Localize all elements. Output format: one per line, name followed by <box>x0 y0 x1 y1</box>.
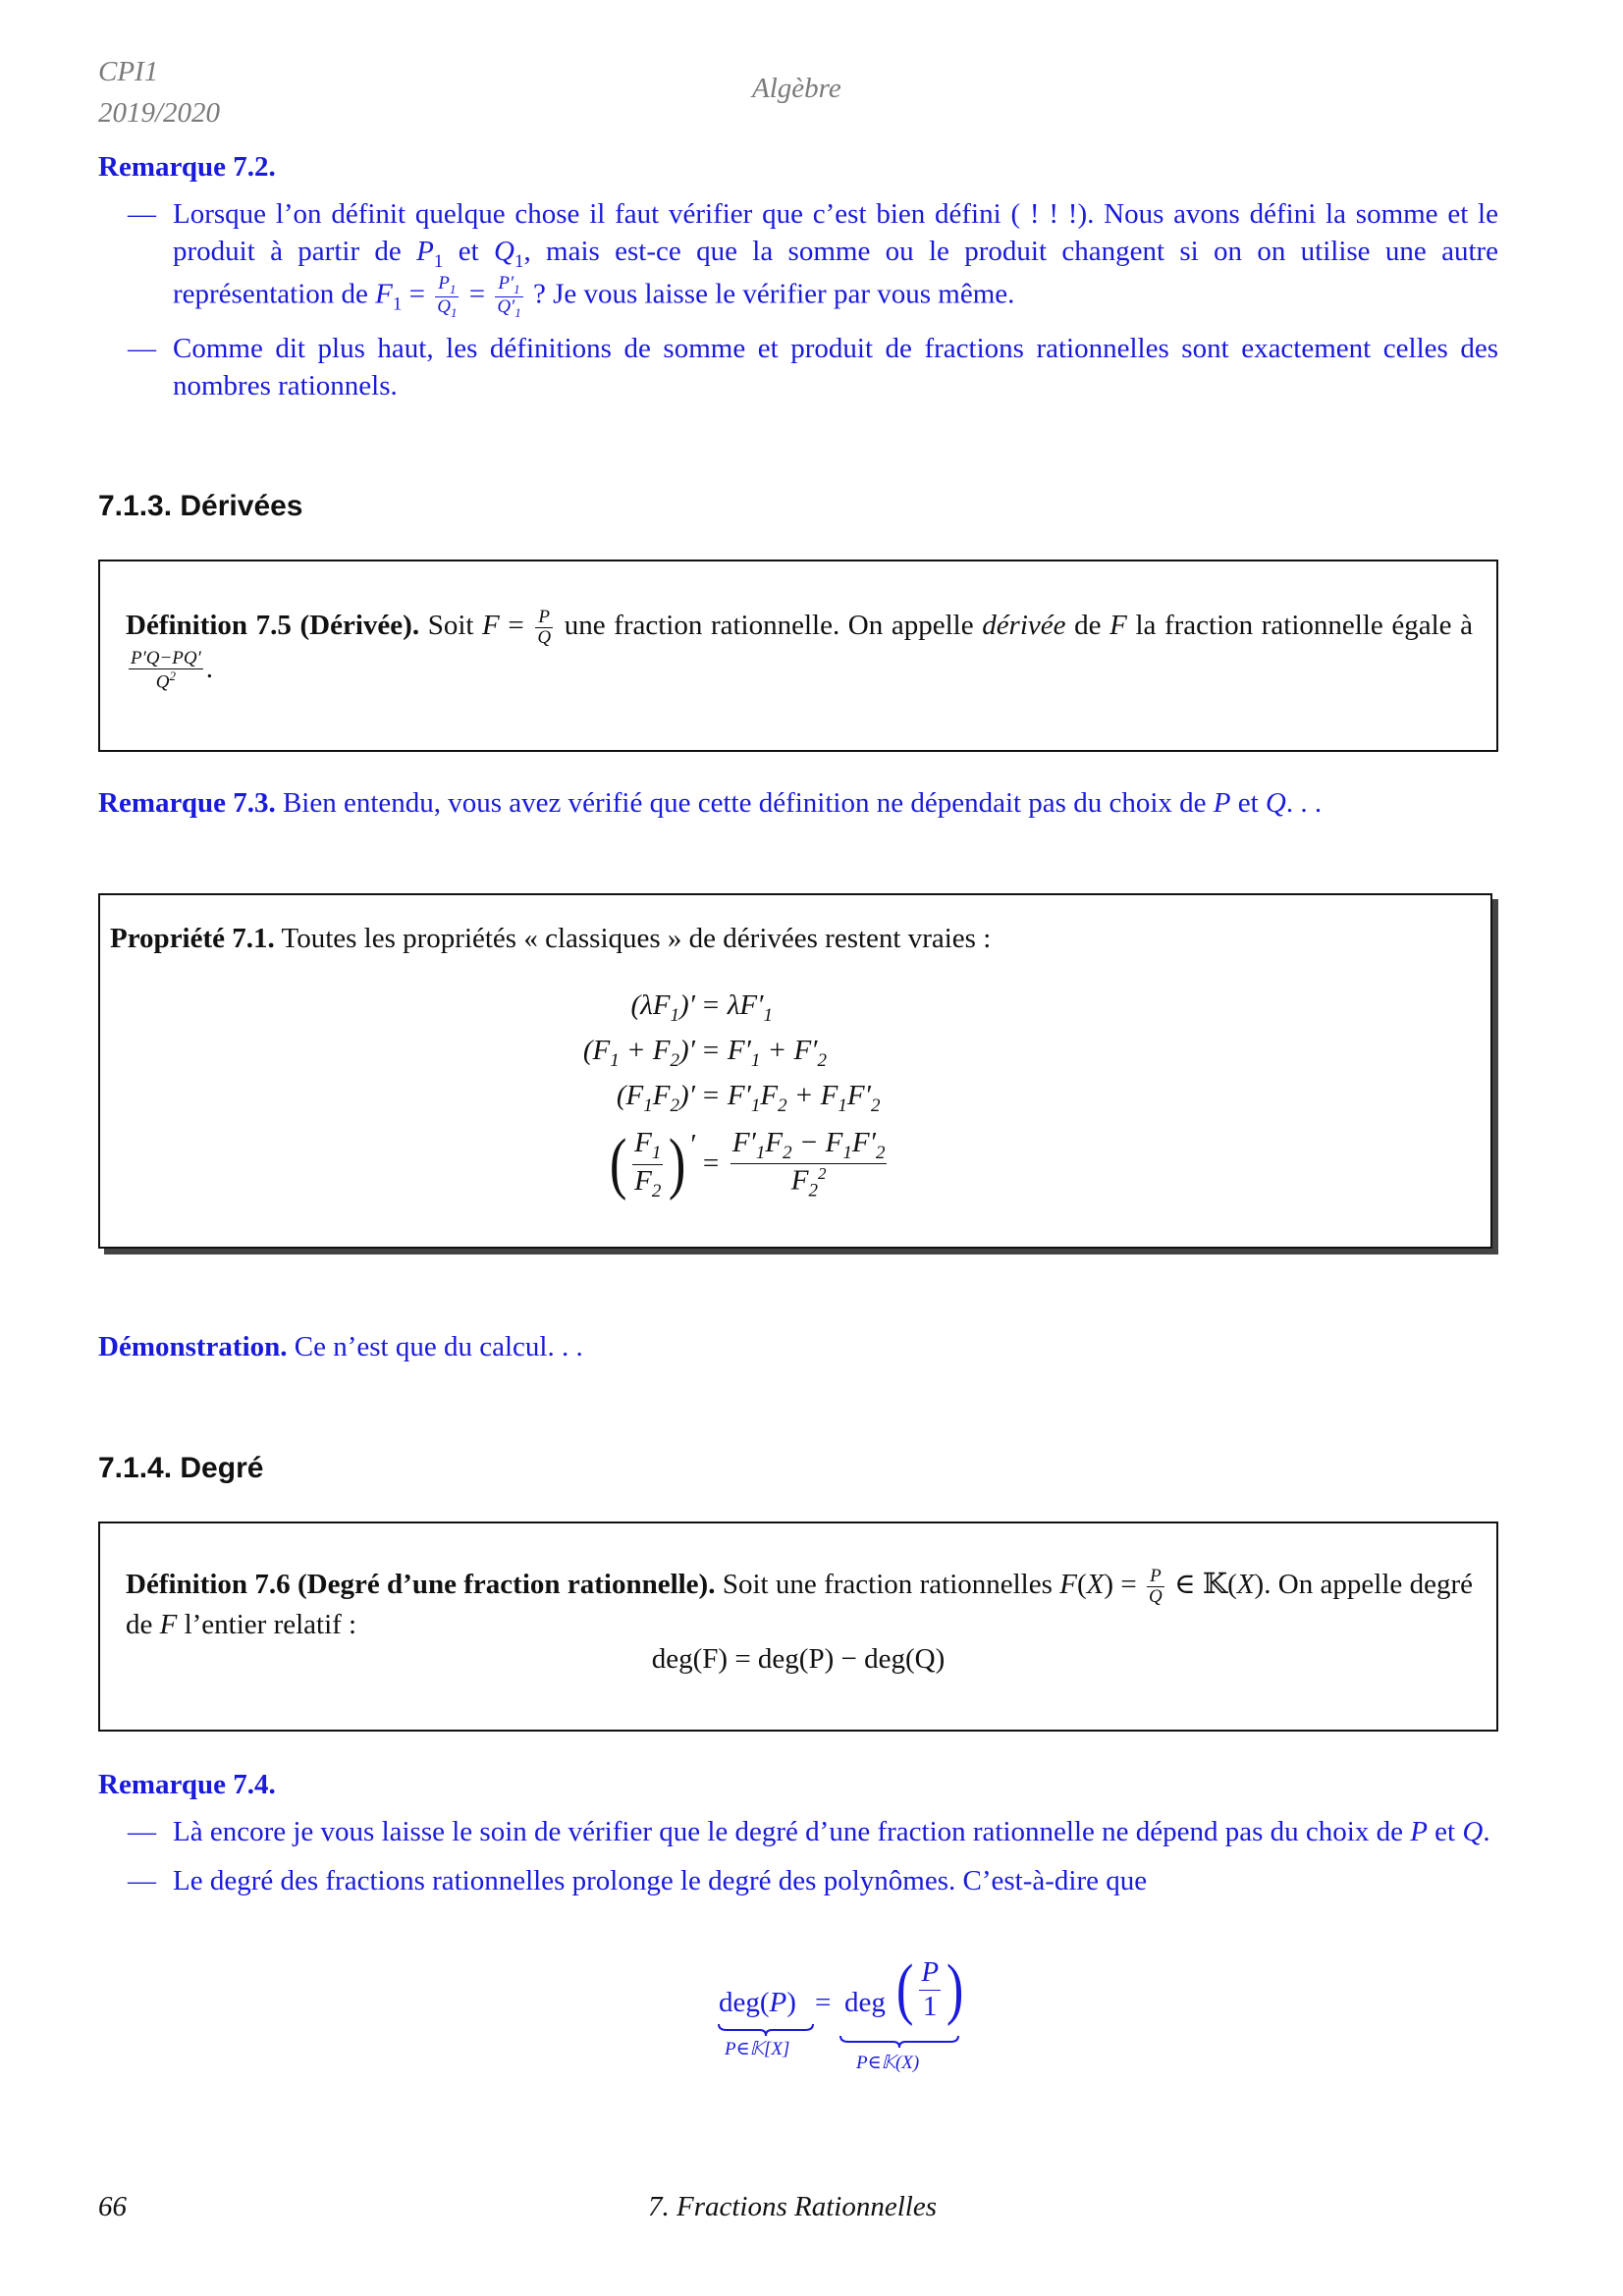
property-7-1-text: Propriété 7.1. Toutes les propriétés « classiques » de dérivées restent vraies : <box>110 923 992 954</box>
dash-bullet: — <box>128 1816 156 1847</box>
remark-7-4-list <box>128 1814 1498 1911</box>
brace-label-left: P∈𝕂[X] <box>725 2039 790 2059</box>
definition-7-5-box <box>98 560 1498 752</box>
equation-lhs-1: $(\lambda F_1)'$ <box>630 989 695 1026</box>
list-item: — Là encore je vous laisse le soin de vérifier que le degré d’une fraction rationnelle ne dépend pas du choix de P et Q. <box>128 1814 1498 1851</box>
dash-bullet: — <box>128 1864 156 1896</box>
deg-fraction-term: deg <box>844 1987 886 2018</box>
definition-7-6-text: Définition 7.6 (Degré d’une fraction rationnelle). Soit une fraction rationnelles F(X) = $\frac{P}{Q}$ ∈ 𝕂(X). On appelle degré de F l’entier relatif : <box>126 1566 1474 1640</box>
equation-rhs-2: = $F'_1 + F'_2$ <box>701 1035 828 1071</box>
remark-7-2-list <box>128 196 1498 416</box>
remark-7-4-title: Remarque 7.4. <box>98 1769 276 1800</box>
section-heading-degre: 7.1.4. Degré <box>98 1452 264 1484</box>
remark-7-2-title: Remarque 7.2. <box>98 151 276 183</box>
definition-7-5-title: Définition 7.5 (Dérivée). <box>126 610 420 641</box>
degree-extension-formula: deg(P) P∈𝕂[X] = deg ( $\frac{P}{1}$ ) P∈𝕂(X) <box>707 1959 962 2097</box>
equation-rhs-1: = $\lambda F'_1$ <box>701 989 773 1026</box>
equation-rhs-4: = $\frac{F'_1F_2 - F_1F'_2}{F_2^2}$ <box>701 1126 886 1201</box>
definition-7-6-box <box>98 1522 1498 1732</box>
running-header-title: Algèbre <box>752 73 841 104</box>
underbrace-left <box>717 2022 815 2038</box>
degree-formula: deg(F) = deg(P) − deg(Q) <box>651 1643 946 1675</box>
remark-7-3: Remarque 7.3. Bien entendu, vous avez vérifié que cette définition ne dépendait pas du choix de P et Q. . . <box>98 787 1323 819</box>
deg-p-term: deg(P) <box>719 1987 796 2018</box>
brace-label-right: P∈𝕂(X) <box>856 2053 920 2073</box>
school-year: 2019/2020 <box>98 97 221 129</box>
dash-bullet: — <box>128 198 156 230</box>
running-header-left <box>98 51 220 133</box>
list-item: — Lorsque l’on définit quelque chose il faut vérifier que c’est bien défini ( ! ! !). Nous avons défini la somme et le produit à partir de $P_1$ et $Q_1$, mais est-ce que la somme ou le produit changent si on on utilise une autre représentation de $F_1$ = $\frac{P_1}{Q_1}$ = $\frac{P'_1}{Q'_1}$ ? Je vous laisse le vérifier par vous même. <box>128 198 1499 320</box>
section-heading-derivees: 7.1.3. Dérivées <box>98 490 303 522</box>
definition-7-6-title: Définition 7.6 (Degré d’une fraction rationnelle). <box>126 1569 716 1601</box>
demonstration-title: Démonstration. <box>98 1331 288 1362</box>
definition-7-5-text: Définition 7.5 (Dérivée). Soit F = $\frac{P}{Q}$ une fraction rationnelle. On appelle dérivée de F la fraction rationnelle égale à $\frac{P'Q-PQ'}{Q^2}$ . <box>126 606 1474 693</box>
property-7-1-box <box>98 893 1492 1249</box>
demonstration: Démonstration. Ce n’est que du calcul. . . <box>98 1331 583 1362</box>
equation-lhs-2: $(F_1 + F_2)'$ <box>582 1035 695 1071</box>
chapter-title: 7. Fractions Rationnelles <box>648 2191 937 2222</box>
equation-rhs-3: = $F'_1F_2 + F_1F'_2$ <box>701 1080 881 1116</box>
underbrace-right <box>839 2034 960 2050</box>
dash-bullet: — <box>128 333 156 365</box>
equation-lhs-3: $(F_1F_2)'$ <box>616 1080 695 1116</box>
list-item: — Comme dit plus haut, les définitions de somme et produit de fractions rationnelles sont exactement celles des nombres rationnels. <box>128 333 1498 401</box>
fraction-p-over-1: ( $\frac{P}{1}$ ) <box>895 1951 964 2027</box>
equation-lhs-4: ( $\frac{F_1}{F_2}$ ) ′ <box>609 1126 695 1201</box>
list-item: — Le degré des fractions rationnelles prolonge le degré des polynômes. C’est-à-dire que <box>128 1863 1498 1900</box>
page-number: 66 <box>98 2191 127 2222</box>
course-code: CPI1 <box>98 56 159 87</box>
remark-7-3-title: Remarque 7.3. <box>98 787 276 819</box>
property-7-1-title: Propriété 7.1. <box>110 923 275 954</box>
